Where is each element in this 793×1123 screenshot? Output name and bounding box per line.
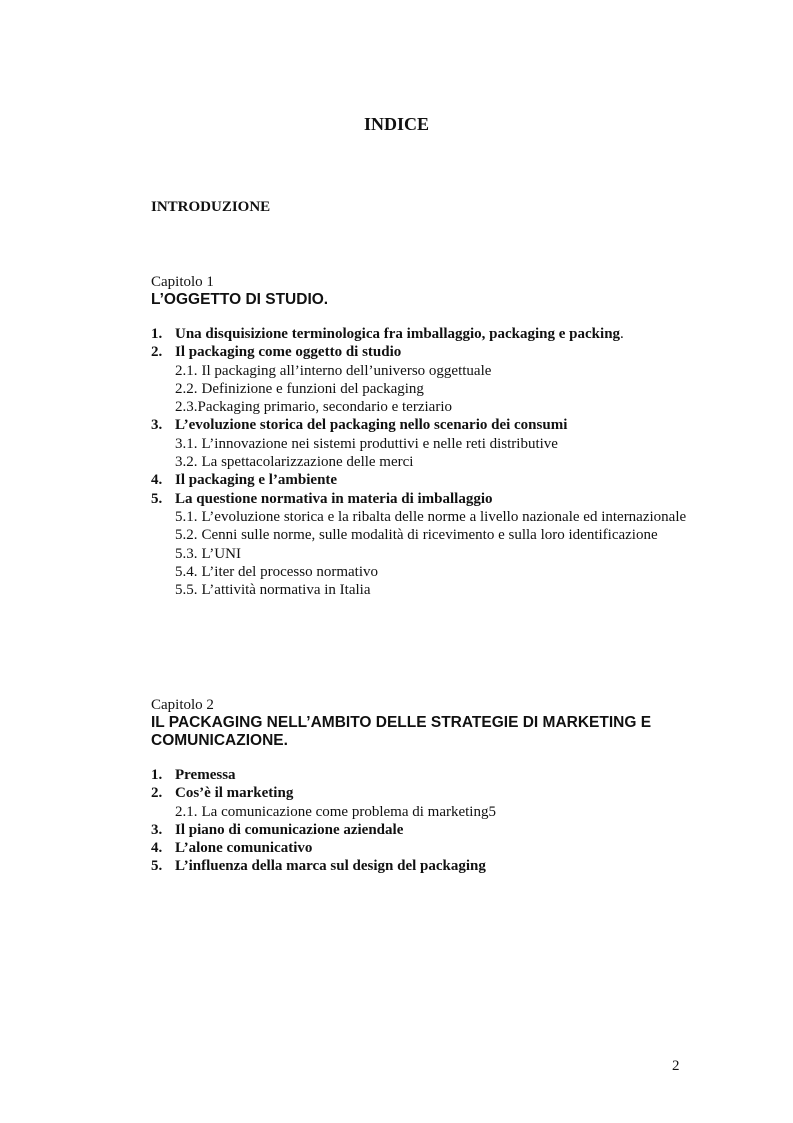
toc-entry xyxy=(151,416,711,434)
toc-entry-title: Cos’è il marketing xyxy=(175,785,294,802)
toc-subentry-title: La spettacolarizzazione delle merci xyxy=(201,454,414,471)
toc-subentry-title: Il packaging all’interno dell’universo oggettuale xyxy=(201,362,492,379)
toc-subentry xyxy=(151,398,711,416)
page-title: INDICE xyxy=(363,114,429,134)
toc-subentry xyxy=(151,435,711,453)
toc-subentry-number: 2.2. xyxy=(175,380,198,397)
toc-entry-number: 3. xyxy=(151,417,163,434)
toc-entry-text xyxy=(198,398,452,416)
toc-subentry-number: 5.5. xyxy=(175,582,198,599)
toc-subentry xyxy=(151,380,711,398)
toc-entry-text xyxy=(175,471,337,489)
toc-entry-title: La questione normativa in materia di imballaggio xyxy=(175,490,493,507)
toc-entry-text xyxy=(202,581,371,599)
toc-subentry xyxy=(151,581,711,599)
toc-subentry xyxy=(151,803,711,821)
toc-entry-title: Una disquisizione terminologica fra imballaggio, packaging e packing xyxy=(175,326,621,342)
toc-subentry-title: L’UNI xyxy=(201,545,241,562)
toc-entry-number: 1. xyxy=(151,767,163,783)
toc-entry-number: 4. xyxy=(151,472,163,489)
introduction-entry: INTRODUZIONE xyxy=(151,199,271,215)
toc-subentry xyxy=(151,362,711,380)
chapter-1-heading: L’OGGETTO DI STUDIO. xyxy=(151,291,329,308)
toc-entry-title: L’influenza della marca sul design del packaging xyxy=(175,858,486,875)
toc-entry xyxy=(151,839,711,857)
toc-entry-text xyxy=(202,453,414,471)
toc-subentry-number: 5.3. xyxy=(175,545,198,562)
toc-subentry-title: Packaging primario, secondario e terziario xyxy=(197,399,452,416)
toc-entry-text xyxy=(202,803,496,821)
toc-entry xyxy=(151,490,711,508)
toc-subentry xyxy=(151,453,711,471)
toc-entry xyxy=(151,784,711,802)
chapter-2-section xyxy=(151,696,711,876)
toc-entry-number: 2. xyxy=(151,344,163,361)
toc-subentry-number: 5.2. xyxy=(175,527,198,544)
toc-entry-number: 3. xyxy=(151,821,163,838)
toc-subentry-title: L’evoluzione storica e la ribalta delle norme a livello nazionale ed internazionale xyxy=(201,508,687,525)
toc-entry xyxy=(151,766,711,784)
toc-entry-text xyxy=(175,325,624,343)
toc-entry-text xyxy=(175,416,567,434)
toc-subentry-title: L’innovazione nei sistemi produttivi e nelle reti distributive xyxy=(201,435,558,452)
toc-entry xyxy=(151,343,711,361)
toc-entry-number: 4. xyxy=(151,840,163,857)
chapter-2-toc xyxy=(151,766,711,876)
toc-entry-text xyxy=(202,526,658,544)
toc-subentry-number: 2.3. xyxy=(175,399,198,416)
toc-entry-text xyxy=(175,766,236,784)
toc-entry-text xyxy=(175,821,403,839)
toc-entry-text xyxy=(202,508,687,526)
toc-entry-text xyxy=(175,490,493,508)
toc-entry-title: Premessa xyxy=(175,767,236,783)
toc-subentry xyxy=(151,545,711,563)
toc-subentry xyxy=(151,563,711,581)
toc-entry xyxy=(151,821,711,839)
toc-subentry-title: Cenni sulle norme, sulle modalità di ricevimento e sulla loro identificazione xyxy=(201,527,658,544)
toc-entry-title: L’alone comunicativo xyxy=(175,840,313,857)
chapter-1-label: Capitolo 1 xyxy=(151,274,214,290)
toc-subentry-number: 5.4. xyxy=(175,563,198,580)
toc-subentry-title: L’iter del processo normativo xyxy=(201,563,378,580)
chapter-2-label: Capitolo 2 xyxy=(151,697,214,713)
toc-subentry-title: L’attività normativa in Italia xyxy=(201,582,371,599)
toc-entry-text xyxy=(202,563,378,581)
toc-subentry-number: 3.1. xyxy=(175,435,198,452)
toc-subentry xyxy=(151,526,711,544)
toc-entry-number: 5. xyxy=(151,858,163,875)
toc-entry xyxy=(151,471,711,489)
page-number: 2 xyxy=(672,1058,680,1074)
chapter-2-heading: IL PACKAGING NELL’AMBITO DELLE STRATEGIE DI MARKETING E COMUNICAZIONE. xyxy=(151,714,652,749)
toc-entry-title: Il packaging come oggetto di studio xyxy=(175,344,402,361)
toc-entry-title: Il piano di comunicazione aziendale xyxy=(175,821,404,838)
chapter-1-section xyxy=(151,273,711,599)
toc-subentry-number: 2.1. xyxy=(175,362,198,379)
toc-entry-title: Il packaging e l’ambiente xyxy=(175,472,338,489)
toc-entry-trailing-punct: . xyxy=(620,326,624,342)
toc-entry-text xyxy=(175,343,401,361)
toc-subentry-title: La comunicazione come problema di marketing5 xyxy=(201,803,496,820)
toc-entry-text xyxy=(202,435,558,453)
toc-entry xyxy=(151,325,711,343)
toc-entry-number: 1. xyxy=(151,326,163,342)
toc-entry-number: 2. xyxy=(151,785,163,802)
toc-subentry-title: Definizione e funzioni del packaging xyxy=(201,380,424,397)
toc-entry-text xyxy=(175,784,293,802)
toc-subentry-number: 2.1. xyxy=(175,803,198,820)
toc-subentry-number: 3.2. xyxy=(175,454,198,471)
toc-entry-text xyxy=(175,839,312,857)
toc-entry xyxy=(151,857,711,875)
toc-subentry-number: 5.1. xyxy=(175,508,198,525)
toc-entry-number: 5. xyxy=(151,490,163,507)
toc-entry-text xyxy=(202,545,241,563)
toc-entry-text xyxy=(202,362,492,380)
toc-entry-text xyxy=(175,857,486,875)
chapter-1-toc xyxy=(151,325,711,599)
toc-subentry xyxy=(151,508,711,526)
toc-entry-title: L’evoluzione storica del packaging nello scenario dei consumi xyxy=(175,417,568,434)
toc-entry-text xyxy=(202,380,424,398)
